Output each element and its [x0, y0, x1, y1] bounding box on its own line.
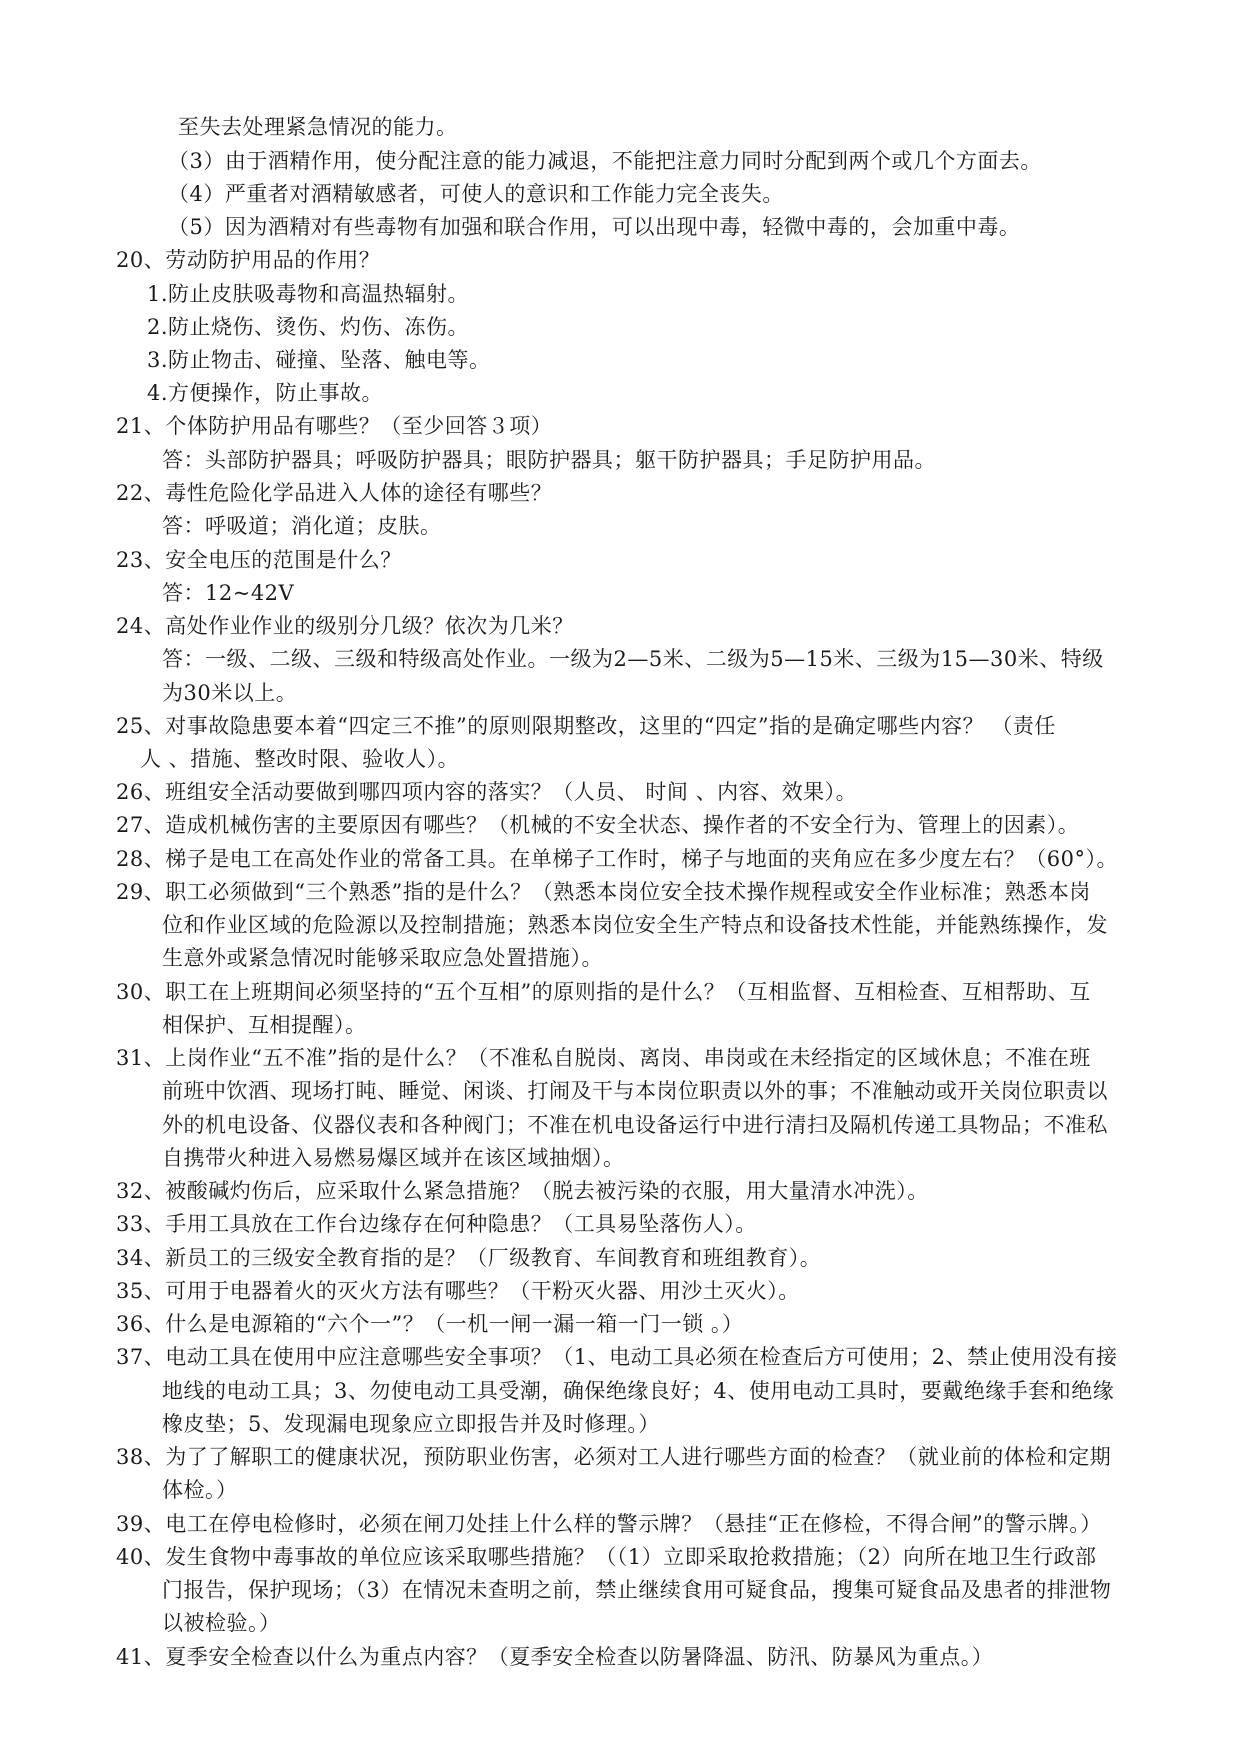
- question-heading: 22、毒性危险化学品进入人体的途径有哪些？: [116, 481, 553, 505]
- list-item: 3.防止物击、碰撞、坠落、触电等。: [147, 348, 491, 372]
- question-heading: 28、梯子是电工在高处作业的常备工具。在单梯子工作时，梯子与地面的夹角应在多少度左右？（60°）。: [116, 847, 1118, 871]
- answer-line: 为30米以上。: [162, 681, 298, 705]
- question-continuation: 以被检验。）: [162, 1611, 281, 1635]
- question-heading: 37、电动工具在使用中应注意哪些安全事项？（1、电动工具必须在检查后方可使用；2、禁止使用没有接: [116, 1345, 1118, 1369]
- question-heading: 34、新员工的三级安全教育指的是？（厂级教育、车间教育和班组教育）。: [116, 1246, 822, 1270]
- question-heading: 36、什么是电源箱的“六个一”？（一机一闸一漏一箱一门一锁 。）: [116, 1312, 744, 1336]
- answer-line: 答：头部防护器具；呼吸防护器具；眼防护器具；躯干防护器具；手足防护用品。: [162, 448, 936, 472]
- question-heading: 30、职工在上班期间必须坚持的“五个互相”的原则指的是什么？（互相监督、互相检查、互相帮助、互: [116, 980, 1091, 1004]
- paragraph-line: （4）严重者对酒精敏感者，可使人的意识和工作能力完全丧失。: [168, 182, 784, 206]
- question-continuation: 位和作业区域的危险源以及控制措施；熟悉本岗位安全生产特点和设备技术性能，并能熟练操作，发: [162, 913, 1108, 937]
- question-continuation: 自携带火种进入易燃易爆区域并在该区域抽烟）。: [162, 1146, 625, 1170]
- question-heading: 35、可用于电器着火的灭火方法有哪些？（干粉灭火器、用沙土灭火）。: [116, 1279, 800, 1303]
- question-continuation: 生意外或紧急情况时能够采取应急处置措施）。: [162, 946, 603, 970]
- question-heading: 38、为了了解职工的健康状况，预防职业伤害，必须对工人进行哪些方面的检查？（就业前的体检和定期: [116, 1445, 1112, 1469]
- answer-line: 答：呼吸道；消化道；皮肤。: [162, 514, 442, 538]
- question-heading: 40、发生食物中毒事故的单位应该采取哪些措施？（（1）立即采取抢救措施；（2）向所在地卫生行政部: [116, 1545, 1097, 1569]
- question-continuation: 人 、措施、整改时限、验收人）。: [140, 747, 460, 771]
- question-heading: 23、安全电压的范围是什么？: [116, 548, 402, 572]
- question-continuation: 橡皮垫；5、发现漏电现象应立即报告并及时修理。）: [162, 1412, 660, 1436]
- question-heading: 26、班组安全活动要做到哪四项内容的落实？（人员、 时间 、内容、效果）。: [116, 780, 858, 804]
- question-heading: 27、造成机械伤害的主要原因有哪些？（机械的不安全状态、操作者的不安全行为、管理上的因素）。: [116, 813, 1080, 837]
- question-heading: 20、劳动防护用品的作用？: [116, 248, 381, 272]
- question-heading: 32、被酸碱灼伤后，应采取什么紧急措施？（脱去被污染的衣服，用大量清水冲洗）。: [116, 1179, 929, 1203]
- question-heading: 33、手用工具放在工作台边缘存在何种隐患？（工具易坠落伤人）。: [116, 1212, 757, 1236]
- question-continuation: 门报告，保护现场；（3）在情况未查明之前，禁止继续食用可疑食品，搜集可疑食品及患者的排泄物: [162, 1578, 1112, 1602]
- question-heading: 25、对事故隐患要本着“四定三不推”的原则限期整改，这里的“四定”指的是确定哪些内容？ （责任: [116, 714, 1056, 738]
- question-continuation: 体检。）: [162, 1478, 238, 1502]
- question-continuation: 前班中饮酒、现场打盹、睡觉、闲谈、打闹及干与本岗位职责以外的事；不准触动或开关岗位职责以: [162, 1079, 1108, 1103]
- question-heading: 39、电工在停电检修时，必须在闸刀处挂上什么样的警示牌？（悬挂“正在修检，不得合闸”的警示牌。）: [116, 1512, 1102, 1536]
- list-item: 4.方便操作，防止事故。: [147, 381, 384, 405]
- paragraph-line: （5）因为酒精对有些毒物有加强和联合作用，可以出现中毒，轻微中毒的，会加重中毒。: [168, 215, 1021, 239]
- question-continuation: 地线的电动工具；3、勿使电动工具受潮，确保绝缘良好；4、使用电动工具时，要戴绝缘手套和绝缘: [162, 1379, 1115, 1403]
- answer-line: 答：一级、二级、三级和特级高处作业。一级为2—5米、二级为5—15米、三级为15—30米、特级: [162, 647, 1104, 671]
- question-heading: 41、夏季安全检查以什么为重点内容？（夏季安全检查以防暑降温、防汛、防暴风为重点。）: [116, 1645, 994, 1669]
- paragraph-line: （3）由于酒精作用，使分配注意的能力减退，不能把注意力同时分配到两个或几个方面去。: [168, 149, 1042, 173]
- paragraph-line: 至失去处理紧急情况的能力。: [178, 115, 458, 139]
- answer-line: 答：12~42V: [162, 581, 295, 605]
- question-heading: 21、个体防护用品有哪些？（至少回答３项）: [116, 414, 553, 438]
- question-continuation: 外的机电设备、仪器仪表和各种阀门；不准在机电设备运行中进行清扫及隔机传递工具物品；不准私: [162, 1113, 1108, 1137]
- list-item: 1.防止皮肤吸毒物和高温热辐射。: [147, 282, 470, 306]
- list-item: 2.防止烧伤、烫伤、灼伤、冻伤。: [147, 315, 470, 339]
- question-heading: 29、职工必须做到“三个熟悉”指的是什么？（熟悉本岗位安全技术操作规程或安全作业标准；熟悉本岗: [116, 880, 1091, 904]
- question-heading: 31、上岗作业“五不准”指的是什么？（不准私自脱岗、离岗、串岗或在未经指定的区域休息；不准在班: [116, 1046, 1091, 1070]
- question-continuation: 相保护、互相提醒）。: [162, 1013, 367, 1037]
- question-heading: 24、高处作业作业的级别分几级？依次为几米？: [116, 614, 574, 638]
